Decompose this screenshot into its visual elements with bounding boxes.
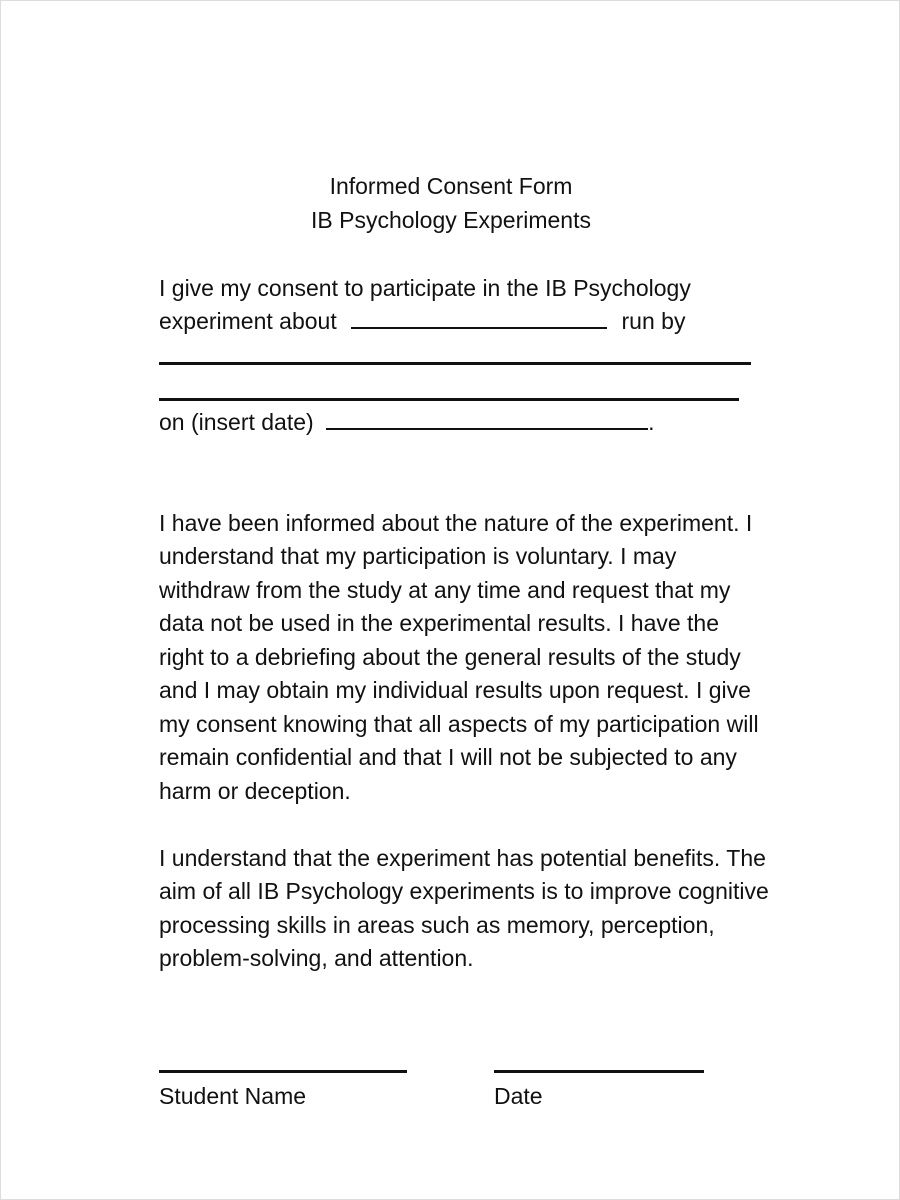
date-label: Date	[494, 1083, 543, 1109]
paragraph-1-line: remain confidential and that I will not be subjected to any	[159, 744, 737, 770]
consent-line-2	[159, 305, 685, 338]
insert-date-label: on (insert date)	[159, 409, 314, 435]
student-name-signature-line[interactable]	[159, 1070, 407, 1073]
paragraph-2-line: problem-solving, and attention.	[159, 945, 474, 971]
form-subtitle: IB Psychology Experiments	[311, 207, 591, 233]
researcher-name-blank-1[interactable]	[159, 362, 751, 365]
date-line	[159, 406, 654, 439]
form-title: Informed Consent Form	[329, 173, 573, 199]
paragraph-2-line: processing skills in areas such as memory, perception,	[159, 912, 715, 938]
consent-line-1: I give my consent to participate in the IB Psychology	[159, 275, 691, 301]
paragraph-1-line: understand that my participation is voluntary. I may	[159, 543, 677, 569]
paragraph-2-line: aim of all IB Psychology experiments is to improve cognitive	[159, 878, 769, 904]
date-signature-line[interactable]	[494, 1070, 704, 1073]
experiment-about-label: experiment about	[159, 308, 337, 334]
title-block	[1, 169, 900, 237]
experiment-date-blank[interactable]	[326, 408, 648, 430]
paragraph-1-line: and I may obtain my individual results upon request. I give	[159, 677, 751, 703]
paragraph-1-line: harm or deception.	[159, 778, 351, 804]
paragraph-1-line: data not be used in the experimental results. I have the	[159, 610, 720, 636]
date-line-period: .	[648, 409, 655, 435]
paragraph-1-line: I have been informed about the nature of the experiment. I	[159, 510, 753, 536]
paragraph-1-line: my consent knowing that all aspects of my participation will	[159, 711, 759, 737]
run-by-label: run by	[621, 308, 686, 334]
paragraph-2-line: I understand that the experiment has potential benefits. The	[159, 845, 766, 871]
paragraph-1-line: right to a debriefing about the general results of the study	[159, 644, 741, 670]
student-name-label: Student Name	[159, 1083, 307, 1109]
researcher-name-blank-2[interactable]	[159, 398, 739, 401]
paragraph-1-line: withdraw from the study at any time and request that my	[159, 577, 731, 603]
experiment-topic-blank[interactable]	[351, 307, 607, 329]
